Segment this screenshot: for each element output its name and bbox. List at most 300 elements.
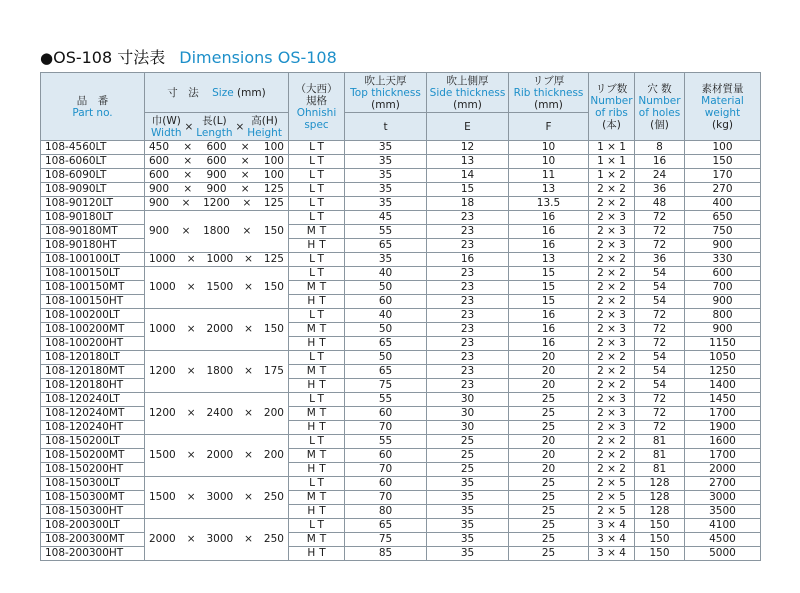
weight-cell: 2000 [685,463,761,477]
rib-thickness-cell: 10 [509,155,589,169]
ribs-cell: 3 × 4 [589,519,635,533]
weight-cell: 150 [685,155,761,169]
part-no-cell: 108-150300MT [41,491,145,505]
times-sign: × [183,141,193,153]
rib-thickness-cell: 25 [509,547,589,561]
part-no-cell: 108-100150MT [41,281,145,295]
ribs-cell: 2 × 3 [589,337,635,351]
rib-thickness-cell: 15 [509,295,589,309]
part-no-cell: 108-120180HT [41,379,145,393]
side-thickness-cell: 23 [427,337,509,351]
size-length: 1800 [203,225,230,237]
top-thickness-cell: 55 [345,225,427,239]
size-length: 1800 [206,365,234,377]
spec-cell: LT [289,267,345,281]
times-sign: × [244,323,253,335]
spec-cell: MT [289,225,345,239]
side-thickness-cell: 12 [427,141,509,155]
times-sign: × [181,197,191,209]
side-thickness-cell: 18 [427,197,509,211]
spec-cell: HT [289,239,345,253]
rib-thickness-cell: 25 [509,477,589,491]
holes-cell: 128 [635,505,685,519]
spec-cell: LT [289,169,345,183]
top-thickness-cell: 65 [345,365,427,379]
ribs-cell: 2 × 2 [589,449,635,463]
top-thickness-cell: 80 [345,505,427,519]
ribs-cell: 1 × 1 [589,155,635,169]
times-sign: × [244,491,253,503]
size-height: 250 [263,491,284,503]
size-height: 150 [263,225,284,237]
size-height: 125 [263,183,284,195]
part-no-cell: 108-100150LT [41,267,145,281]
part-no-cell: 108-120180MT [41,365,145,379]
size-cell [145,267,289,309]
rib-thickness-cell: 20 [509,435,589,449]
size-width: 1500 [149,449,176,461]
header-rib-thickness: リブ厚 Rib thickness (mm) [509,73,589,113]
side-thickness-cell: 25 [427,435,509,449]
spec-cell: MT [289,449,345,463]
times-sign: × [244,407,253,419]
holes-cell: 54 [635,281,685,295]
top-thickness-cell: 35 [345,253,427,267]
holes-cell: 128 [635,491,685,505]
part-no-cell: 108-150200MT [41,449,145,463]
ribs-cell: 2 × 2 [589,365,635,379]
weight-cell: 2700 [685,477,761,491]
size-width: 900 [149,183,170,195]
top-thickness-cell: 70 [345,491,427,505]
holes-cell: 48 [635,197,685,211]
weight-cell: 100 [685,141,761,155]
top-thickness-cell: 55 [345,393,427,407]
ribs-cell: 1 × 2 [589,169,635,183]
side-thickness-cell: 35 [427,533,509,547]
size-length: 1500 [206,281,234,293]
ribs-cell: 2 × 2 [589,253,635,267]
side-thickness-cell: 23 [427,309,509,323]
weight-cell: 5000 [685,547,761,561]
size-cell [145,253,289,267]
top-thickness-cell: 60 [345,449,427,463]
times-sign: × [186,407,196,419]
size-height: 150 [263,281,284,293]
rib-thickness-cell: 16 [509,309,589,323]
size-length: 1200 [203,197,230,209]
weight-cell: 900 [685,239,761,253]
spec-cell: LT [289,435,345,449]
times-sign: × [244,253,253,265]
ribs-cell: 2 × 2 [589,351,635,365]
top-thickness-cell: 50 [345,281,427,295]
spec-cell: LT [289,197,345,211]
header-e: E [427,113,509,141]
holes-cell: 72 [635,421,685,435]
part-no-cell: 108-200300MT [41,533,145,547]
side-thickness-cell: 25 [427,463,509,477]
holes-cell: 72 [635,225,685,239]
side-thickness-cell: 30 [427,421,509,435]
top-thickness-cell: 55 [345,435,427,449]
table-row [41,183,761,197]
top-thickness-cell: 35 [345,197,427,211]
size-cell [145,183,289,197]
spec-cell: LT [289,309,345,323]
part-no-cell: 108-90180HT [41,239,145,253]
size-width: 900 [149,225,170,237]
weight-cell: 1900 [685,421,761,435]
side-thickness-cell: 23 [427,281,509,295]
part-no-cell: 108-150200LT [41,435,145,449]
size-length: 2400 [206,407,234,419]
times-sign: × [183,155,193,167]
top-thickness-cell: 35 [345,155,427,169]
side-thickness-cell: 23 [427,225,509,239]
times-sign: × [181,225,191,237]
rib-thickness-cell: 13 [509,253,589,267]
size-cell [145,197,289,211]
side-thickness-cell: 35 [427,491,509,505]
size-width: 1000 [149,253,176,265]
weight-cell: 650 [685,211,761,225]
side-thickness-cell: 23 [427,211,509,225]
table-row [41,477,761,491]
side-thickness-cell: 35 [427,519,509,533]
weight-cell: 270 [685,183,761,197]
spec-cell: LT [289,253,345,267]
top-thickness-cell: 75 [345,379,427,393]
times-sign: × [186,365,196,377]
header-size: 寸 法 Size (mm) [145,73,289,113]
holes-cell: 72 [635,239,685,253]
size-length: 2000 [206,449,234,461]
part-no-cell: 108-100200MT [41,323,145,337]
top-thickness-cell: 45 [345,211,427,225]
ribs-cell: 2 × 3 [589,407,635,421]
side-thickness-cell: 25 [427,449,509,463]
part-no-cell: 108-90180MT [41,225,145,239]
times-sign: × [186,449,196,461]
top-thickness-cell: 60 [345,407,427,421]
times-sign: × [240,155,250,167]
size-length: 3000 [206,533,234,545]
table-row [41,435,761,449]
holes-cell: 150 [635,519,685,533]
spec-cell: HT [289,547,345,561]
times-sign: × [244,365,253,377]
weight-cell: 3000 [685,491,761,505]
top-thickness-cell: 35 [345,183,427,197]
top-thickness-cell: 40 [345,309,427,323]
spec-cell: HT [289,295,345,309]
holes-cell: 72 [635,407,685,421]
ribs-cell: 2 × 2 [589,435,635,449]
part-no-cell: 108-150300LT [41,477,145,491]
spec-cell: LT [289,477,345,491]
ribs-cell: 2 × 2 [589,295,635,309]
size-cell [145,351,289,393]
times-sign: × [240,141,250,153]
size-cell [145,169,289,183]
spec-cell: LT [289,393,345,407]
top-thickness-cell: 65 [345,239,427,253]
holes-cell: 72 [635,309,685,323]
size-width: 1000 [149,281,176,293]
ribs-cell: 3 × 4 [589,547,635,561]
header-part-no: 品 番 Part no. [41,73,145,141]
top-thickness-cell: 75 [345,533,427,547]
times-sign: × [186,533,196,545]
size-cell [145,519,289,561]
size-width: 1200 [149,407,176,419]
rib-thickness-cell: 16 [509,337,589,351]
spec-cell: MT [289,365,345,379]
rib-thickness-cell: 25 [509,407,589,421]
size-length: 1000 [206,253,234,265]
rib-thickness-cell: 15 [509,281,589,295]
spec-cell: LT [289,351,345,365]
spec-cell: HT [289,379,345,393]
times-sign: × [183,183,193,195]
rib-thickness-cell: 25 [509,533,589,547]
times-sign: × [240,183,250,195]
ribs-cell: 2 × 5 [589,477,635,491]
part-no-cell: 108-200300HT [41,547,145,561]
part-no-cell: 108-120240MT [41,407,145,421]
weight-cell: 1700 [685,449,761,463]
table-body [41,141,761,561]
side-thickness-cell: 30 [427,407,509,421]
spec-cell: LT [289,141,345,155]
table-row [41,309,761,323]
rib-thickness-cell: 20 [509,351,589,365]
holes-cell: 54 [635,365,685,379]
top-thickness-cell: 35 [345,169,427,183]
size-length: 600 [206,141,227,153]
times-sign: × [242,225,252,237]
size-width: 1000 [149,323,176,335]
side-thickness-cell: 23 [427,379,509,393]
weight-cell: 4100 [685,519,761,533]
size-height: 125 [263,253,284,265]
part-no-cell: 108-100100LT [41,253,145,267]
holes-cell: 54 [635,267,685,281]
size-cell [145,155,289,169]
side-thickness-cell: 23 [427,295,509,309]
size-width: 2000 [149,533,176,545]
spec-cell: HT [289,337,345,351]
table-row [41,169,761,183]
holes-cell: 16 [635,155,685,169]
rib-thickness-cell: 16 [509,225,589,239]
rib-thickness-cell: 20 [509,379,589,393]
part-no-cell: 108-200300LT [41,519,145,533]
header-material-weight: 素材質量 Material weight (kg) [685,73,761,141]
ribs-cell: 2 × 5 [589,505,635,519]
ribs-cell: 2 × 3 [589,393,635,407]
times-sign: × [183,169,193,181]
spec-cell: HT [289,463,345,477]
table-row [41,211,761,225]
size-cell [145,435,289,477]
title-jp: OS-108 寸法表 [53,48,166,67]
weight-cell: 330 [685,253,761,267]
ribs-cell: 2 × 3 [589,421,635,435]
times-sign: × [240,169,250,181]
weight-cell: 1250 [685,365,761,379]
weight-cell: 4500 [685,533,761,547]
part-no-cell: 108-90180LT [41,211,145,225]
top-thickness-cell: 50 [345,323,427,337]
size-cell [145,393,289,435]
size-width: 600 [149,169,170,181]
top-thickness-cell: 65 [345,519,427,533]
times-sign: × [186,491,196,503]
top-thickness-cell: 60 [345,295,427,309]
rib-thickness-cell: 15 [509,267,589,281]
part-no-cell: 108-150200HT [41,463,145,477]
spec-cell: LT [289,155,345,169]
weight-cell: 1150 [685,337,761,351]
title-en: Dimensions OS-108 [179,48,337,67]
top-thickness-cell: 60 [345,477,427,491]
size-width: 450 [149,141,170,153]
holes-cell: 36 [635,183,685,197]
size-length: 600 [206,155,227,167]
side-thickness-cell: 23 [427,239,509,253]
size-height: 100 [263,169,284,181]
rib-thickness-cell: 16 [509,239,589,253]
ribs-cell: 2 × 2 [589,379,635,393]
header-number-of-holes: 穴 数 Number of holes (個) [635,73,685,141]
table-row [41,393,761,407]
side-thickness-cell: 23 [427,267,509,281]
top-thickness-cell: 70 [345,421,427,435]
side-thickness-cell: 14 [427,169,509,183]
rib-thickness-cell: 16 [509,211,589,225]
size-height: 150 [263,323,284,335]
size-cell [145,211,289,253]
rib-thickness-cell: 20 [509,449,589,463]
size-cell [145,141,289,155]
table-row [41,253,761,267]
times-sign: × [242,197,252,209]
times-sign: × [186,253,196,265]
holes-cell: 36 [635,253,685,267]
top-thickness-cell: 65 [345,337,427,351]
rib-thickness-cell: 25 [509,519,589,533]
size-height: 100 [263,155,284,167]
weight-cell: 1050 [685,351,761,365]
size-width: 600 [149,155,170,167]
size-width: 1200 [149,365,176,377]
part-no-cell: 108-120240LT [41,393,145,407]
holes-cell: 81 [635,463,685,477]
side-thickness-cell: 23 [427,323,509,337]
spec-cell: MT [289,407,345,421]
holes-cell: 8 [635,141,685,155]
ribs-cell: 2 × 2 [589,463,635,477]
side-thickness-cell: 23 [427,351,509,365]
part-no-cell: 108-100200HT [41,337,145,351]
size-height: 250 [263,533,284,545]
part-no-cell: 108-4560LT [41,141,145,155]
spec-cell: LT [289,519,345,533]
size-length: 3000 [206,491,234,503]
table-row [41,267,761,281]
rib-thickness-cell: 16 [509,323,589,337]
spec-cell: LT [289,211,345,225]
weight-cell: 700 [685,281,761,295]
size-length: 900 [206,183,227,195]
rib-thickness-cell: 20 [509,463,589,477]
side-thickness-cell: 15 [427,183,509,197]
header-top-thickness: 吹上天厚 Top thickness (mm) [345,73,427,113]
header-spec: （大西） 規格 Ohnishi spec [289,73,345,141]
times-sign: × [244,533,253,545]
table-row [41,197,761,211]
spec-cell: MT [289,491,345,505]
top-thickness-cell: 35 [345,141,427,155]
holes-cell: 72 [635,211,685,225]
spec-cell: MT [289,323,345,337]
spec-cell: MT [289,281,345,295]
header-size-dimensions: 巾(W) Width × 長(L) Length × 高(H) Height [145,113,289,141]
side-thickness-cell: 13 [427,155,509,169]
holes-cell: 72 [635,393,685,407]
holes-cell: 54 [635,351,685,365]
weight-cell: 1450 [685,393,761,407]
ribs-cell: 2 × 5 [589,491,635,505]
rib-thickness-cell: 25 [509,393,589,407]
ribs-cell: 3 × 4 [589,533,635,547]
weight-cell: 1700 [685,407,761,421]
part-no-cell: 108-100200LT [41,309,145,323]
rib-thickness-cell: 25 [509,421,589,435]
size-height: 100 [263,141,284,153]
part-no-cell: 108-120180LT [41,351,145,365]
holes-cell: 81 [635,435,685,449]
ribs-cell: 2 × 2 [589,183,635,197]
weight-cell: 170 [685,169,761,183]
ribs-cell: 2 × 2 [589,281,635,295]
size-height: 200 [263,407,284,419]
rib-thickness-cell: 10 [509,141,589,155]
header-number-of-ribs: リブ数 Number of ribs (本) [589,73,635,141]
rib-thickness-cell: 25 [509,505,589,519]
rib-thickness-cell: 13 [509,183,589,197]
part-no-cell: 108-9090LT [41,183,145,197]
ribs-cell: 2 × 2 [589,197,635,211]
spec-cell: HT [289,505,345,519]
spec-cell: LT [289,183,345,197]
spec-cell: HT [289,421,345,435]
side-thickness-cell: 16 [427,253,509,267]
holes-cell: 54 [635,379,685,393]
weight-cell: 900 [685,323,761,337]
size-width: 1500 [149,491,176,503]
size-cell [145,309,289,351]
part-no-cell: 108-90120LT [41,197,145,211]
holes-cell: 72 [635,323,685,337]
size-height: 125 [263,197,284,209]
table-row [41,351,761,365]
size-height: 200 [263,449,284,461]
ribs-cell: 2 × 2 [589,267,635,281]
ribs-cell: 2 × 3 [589,309,635,323]
